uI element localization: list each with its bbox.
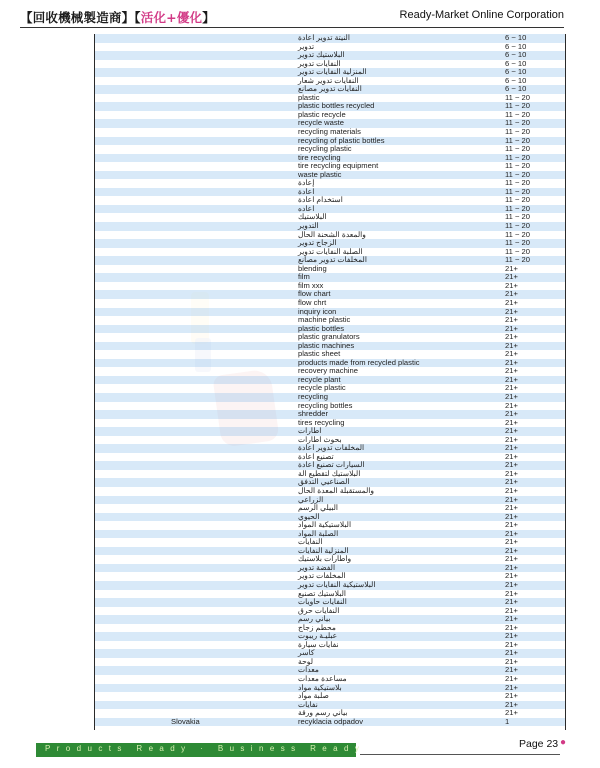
count-cell: 21+ xyxy=(505,315,518,325)
keyword-cell: film xyxy=(298,272,310,282)
count-cell: 21+ xyxy=(505,374,518,384)
table-row xyxy=(95,402,565,411)
keyword-cell: اعاده xyxy=(298,203,315,213)
keyword-cell: plastic recycle xyxy=(298,109,346,119)
page-header xyxy=(0,0,600,30)
keyword-cell: ص‍‍‍‍‍‍لبة مواد xyxy=(298,691,329,701)
keyword-cell: الت‍دوير xyxy=(298,221,319,231)
count-cell: 21+ xyxy=(505,357,518,367)
count-cell: 21+ xyxy=(505,323,518,333)
count-cell: 11 ~ 20 xyxy=(505,109,530,119)
count-cell: 21+ xyxy=(505,554,518,564)
keyword-cell: بلاس‍‍‍‍‍‍تيكية مواد xyxy=(298,682,342,692)
keyword-cell: الزراع‍ي xyxy=(298,494,324,504)
keyword-cell: recovery machine xyxy=(298,366,358,376)
keyword-cell: معدات xyxy=(298,665,319,675)
table-row xyxy=(95,487,565,496)
count-cell: 11 ~ 20 xyxy=(505,255,530,265)
table-row xyxy=(95,419,565,428)
count-cell: 21+ xyxy=(505,366,518,376)
count-cell: 21+ xyxy=(505,289,518,299)
keyword-cell: كاس‍‍‍ر xyxy=(298,648,315,658)
keyword-cell: إعادة xyxy=(298,178,315,188)
count-cell: 21+ xyxy=(505,580,518,589)
table-row xyxy=(95,718,565,727)
keyword-cell: tire recycling equipment xyxy=(298,161,379,171)
count-cell: 11 ~ 20 xyxy=(505,144,530,154)
count-cell: 21+ xyxy=(505,648,518,658)
count-cell: 11 ~ 20 xyxy=(505,246,530,256)
keyword-cell: recycle plastic xyxy=(298,383,346,393)
count-cell: 6 ~ 10 xyxy=(505,58,527,68)
keyword-cell: الحيوي xyxy=(298,511,320,521)
keyword-cell: recycle waste xyxy=(298,118,345,128)
keyword-cell: البلاس‍‍‍تيكية الم‍واد xyxy=(298,520,352,530)
count-cell: 21+ xyxy=(505,417,518,427)
keyword-cell: المنزل‍‍‍ية النفاي‍ات xyxy=(298,545,349,555)
count-cell: 21+ xyxy=(505,691,518,701)
count-cell: 21+ xyxy=(505,460,518,470)
table-row xyxy=(95,265,565,274)
table-row xyxy=(95,34,565,43)
keyword-cell: plastic xyxy=(298,92,320,102)
count-cell: 11 ~ 20 xyxy=(505,212,530,222)
table-row xyxy=(95,692,565,701)
keyword-cell: المخلف‍ات ت‍دوير اعادة xyxy=(298,443,365,453)
keyword-cell: البلاس‍‍‍‍‍تيك xyxy=(298,212,327,222)
keyword-cell: recycle plant xyxy=(298,374,341,384)
table-row xyxy=(95,256,565,265)
table-row xyxy=(95,504,565,513)
table-row xyxy=(95,658,565,667)
count-cell: 21+ xyxy=(505,699,518,709)
footer-divider xyxy=(360,754,560,755)
count-cell: 6 ~ 10 xyxy=(505,34,527,42)
count-cell: 21+ xyxy=(505,494,518,504)
keyword-cell: flow chrt xyxy=(298,297,327,307)
keyword-cell: م‍‍‍‍‍‍‍ساعدة معدات xyxy=(298,674,347,684)
table-row xyxy=(95,179,565,188)
country-cell: Slovakia xyxy=(171,716,200,726)
keyword-cell: plastic machines xyxy=(298,340,355,350)
count-cell: 1 xyxy=(505,716,510,726)
count-cell: 21+ xyxy=(505,708,518,718)
keyword-cell: البلاس‍‍‍تيك تص‍‍‍نيع xyxy=(298,588,347,598)
count-cell: 21+ xyxy=(505,520,518,530)
header-title-post: 】 xyxy=(202,10,215,25)
keyword-cell: plastic sheet xyxy=(298,349,341,359)
keyword-cell: recycling plastic xyxy=(298,144,352,154)
keyword-cell: plastic bottles recycled xyxy=(298,101,375,111)
count-cell: 21+ xyxy=(505,263,518,273)
table-row xyxy=(95,290,565,299)
count-cell: 21+ xyxy=(505,605,518,615)
table-body xyxy=(95,34,565,726)
count-cell: 21+ xyxy=(505,272,518,282)
count-cell: 11 ~ 20 xyxy=(505,152,530,162)
keyword-cell: البلاست‍يك ت‍دوير xyxy=(298,50,345,60)
keyword-cell: لوحة xyxy=(298,656,314,666)
keyword-cell: المنزل‍ية النفاي‍ات ت‍دوير xyxy=(298,67,367,77)
keyword-cell: نفاي‍‍ات سيارة xyxy=(298,639,339,649)
keyword-cell: اعادة xyxy=(298,186,315,196)
keyword-cell: اطارات xyxy=(298,426,322,436)
table-row xyxy=(95,649,565,658)
count-cell: 21+ xyxy=(505,332,518,342)
keyword-cell: products made from recycled plastic xyxy=(298,357,420,367)
count-cell: 21+ xyxy=(505,400,518,410)
count-cell: 21+ xyxy=(505,297,518,307)
keyword-cell: عبلي‍ـ‍‍‍‍‍ة ريبوت xyxy=(298,631,338,641)
keyword-cell: الزجاج ت‍دوير xyxy=(298,238,337,248)
keyword-table xyxy=(94,34,566,730)
keyword-cell: blending xyxy=(298,263,327,273)
count-cell: 21+ xyxy=(505,477,518,487)
count-cell: 21+ xyxy=(505,656,518,666)
count-cell: 11 ~ 20 xyxy=(505,135,530,145)
keyword-cell: flow chart xyxy=(298,289,331,299)
keyword-cell: البي‍‍‍‍‍لي الرسم xyxy=(298,503,338,513)
count-cell: 21+ xyxy=(505,391,518,401)
count-cell: 6 ~ 10 xyxy=(505,67,527,77)
table-row xyxy=(95,213,565,222)
table-row xyxy=(95,384,565,393)
count-cell: 21+ xyxy=(505,639,518,649)
count-cell: 21+ xyxy=(505,614,518,624)
table-row xyxy=(95,530,565,539)
keyword-cell: plastic granulators xyxy=(298,332,360,342)
keyword-cell: الص‍‍لبة المواد xyxy=(298,528,339,538)
keyword-cell: الص‍لبة النفاي‍ات ت‍دوير xyxy=(298,246,363,256)
header-divider xyxy=(20,27,564,28)
page-number: Page 23 xyxy=(519,738,559,750)
count-cell: 21+ xyxy=(505,434,518,444)
keyword-cell: تص‍‍نيع اعادة xyxy=(298,451,334,461)
keyword-cell: film xxx xyxy=(298,280,324,290)
count-cell: 21+ xyxy=(505,682,518,692)
keyword-cell: shredder xyxy=(298,409,328,419)
count-cell: 21+ xyxy=(505,528,518,538)
keyword-cell: النفايات حرق xyxy=(298,605,340,615)
keyword-cell: النفاي‍‍‍ات xyxy=(298,537,323,547)
count-cell: 11 ~ 20 xyxy=(505,186,530,196)
keyword-cell: بحوث اطارات xyxy=(298,434,342,444)
table-row xyxy=(95,273,565,282)
count-cell: 11 ~ 20 xyxy=(505,221,530,231)
keyword-cell: والمستقبلة المعدة الحال xyxy=(298,485,375,495)
count-cell: 11 ~ 20 xyxy=(505,127,530,137)
keyword-cell: الب‍لاستيك لتقطيع الة xyxy=(298,468,361,478)
count-cell: 21+ xyxy=(505,306,518,316)
keyword-cell: البلاس‍‍‍‍‍‍تيكية النفاي‍‍ات ت‍‍دوير xyxy=(298,580,376,589)
count-cell: 21+ xyxy=(505,511,518,521)
count-cell: 21+ xyxy=(505,588,518,598)
count-cell: 21+ xyxy=(505,622,518,632)
keyword-cell: النفايات ت‍دوير مصانع xyxy=(298,84,362,94)
table-row xyxy=(95,684,565,693)
count-cell: 21+ xyxy=(505,631,518,641)
count-cell: 11 ~ 20 xyxy=(505,203,530,213)
keyword-cell: اس‍تخدام اعادة xyxy=(298,195,343,205)
keyword-cell: waste plastic xyxy=(298,169,342,179)
count-cell: 11 ~ 20 xyxy=(505,169,530,179)
keyword-cell: المخلفات ت‍دوير مصانع xyxy=(298,255,367,265)
keyword-cell: النفاي‍ات حاويات xyxy=(298,597,347,607)
keyword-cell: inquiry icon xyxy=(298,306,337,316)
count-cell: 21+ xyxy=(505,349,518,359)
keyword-cell: النيتة ت‍دوير اعادة xyxy=(298,34,350,42)
keyword-cell: واطارات ب‍‍‍‍‍لاستيك xyxy=(298,554,352,564)
count-cell: 21+ xyxy=(505,665,518,675)
keyword-cell: المخلف‍ات ت‍دوير xyxy=(298,571,346,581)
keyword-cell: recyklacia odpadov xyxy=(298,716,364,726)
header-company: Ready-Market Online Corporation xyxy=(399,9,564,21)
count-cell: 21+ xyxy=(505,443,518,453)
count-cell: 6 ~ 10 xyxy=(505,41,527,51)
count-cell: 21+ xyxy=(505,451,518,461)
count-cell: 21+ xyxy=(505,571,518,581)
keyword-cell: recycling materials xyxy=(298,127,361,137)
count-cell: 11 ~ 20 xyxy=(505,161,530,171)
count-cell: 6 ~ 10 xyxy=(505,84,527,94)
keyword-cell: الفضة ت‍دوير xyxy=(298,562,336,572)
count-cell: 21+ xyxy=(505,468,518,478)
count-cell: 21+ xyxy=(505,597,518,607)
keyword-cell: النفاي‍ات ت‍دوير شعار xyxy=(298,75,359,85)
count-cell: 11 ~ 20 xyxy=(505,118,530,128)
count-cell: 11 ~ 20 xyxy=(505,178,530,188)
keyword-cell: ب‍‍‍‍‍‍ياني رسم xyxy=(298,614,331,624)
bullet-icon: ● xyxy=(560,737,567,748)
count-cell: 21+ xyxy=(505,503,518,513)
table-row xyxy=(95,85,565,94)
count-cell: 21+ xyxy=(505,426,518,436)
count-cell: 21+ xyxy=(505,340,518,350)
count-cell: 21+ xyxy=(505,280,518,290)
keyword-cell: الصناعي‍‍‍‍ي الت‍‍‍‍دفق xyxy=(298,477,350,487)
header-title-accent: 活化+優化 xyxy=(140,10,203,25)
table-row xyxy=(95,607,565,616)
count-cell: 21+ xyxy=(505,537,518,547)
count-cell: 6 ~ 10 xyxy=(505,50,527,60)
count-cell: 21+ xyxy=(505,545,518,555)
count-cell: 11 ~ 20 xyxy=(505,238,530,248)
keyword-cell: machine plastic xyxy=(298,315,351,325)
keyword-cell: ب‍‍‍‍‍‍‍‍ياني رسم ورقة xyxy=(298,708,348,718)
count-cell: 6 ~ 10 xyxy=(505,75,527,85)
table-row xyxy=(95,205,565,214)
keyword-cell: الس‍‍يارات تص‍‍نيع اعادة xyxy=(298,460,365,470)
table-row xyxy=(95,641,565,650)
keyword-cell: tire recycling xyxy=(298,152,341,162)
count-cell: 21+ xyxy=(505,562,518,572)
header-title xyxy=(20,8,215,26)
count-cell: 21+ xyxy=(505,383,518,393)
keyword-cell: plastic bottles xyxy=(298,323,345,333)
count-cell: 21+ xyxy=(505,485,518,495)
keyword-cell: recycling bottles xyxy=(298,400,353,410)
keyword-cell: tires recycling xyxy=(298,417,345,427)
count-cell: 21+ xyxy=(505,674,518,684)
keyword-cell: ت‍دوير xyxy=(298,41,315,51)
keyword-cell: والمعدة الشحنة الحال xyxy=(298,229,366,239)
keyword-cell: نفايات xyxy=(298,699,318,709)
header-title-pre: 【回收機械製造商】【 xyxy=(20,10,141,25)
count-cell: 11 ~ 20 xyxy=(505,92,530,102)
keyword-cell: النفايات ت‍دوير xyxy=(298,58,341,68)
count-cell: 11 ~ 20 xyxy=(505,229,530,239)
count-cell: 11 ~ 20 xyxy=(505,101,530,111)
count-cell: 21+ xyxy=(505,409,518,419)
table-row xyxy=(95,196,565,205)
keyword-cell: recycling xyxy=(298,391,328,401)
table-row xyxy=(95,171,565,180)
keyword-cell: recycling of plastic bottles xyxy=(298,135,385,145)
count-cell: 11 ~ 20 xyxy=(505,195,530,205)
keyword-cell: محطم زجاج xyxy=(298,622,336,632)
footer-slogan: Products Ready · Business Ready xyxy=(45,744,366,753)
